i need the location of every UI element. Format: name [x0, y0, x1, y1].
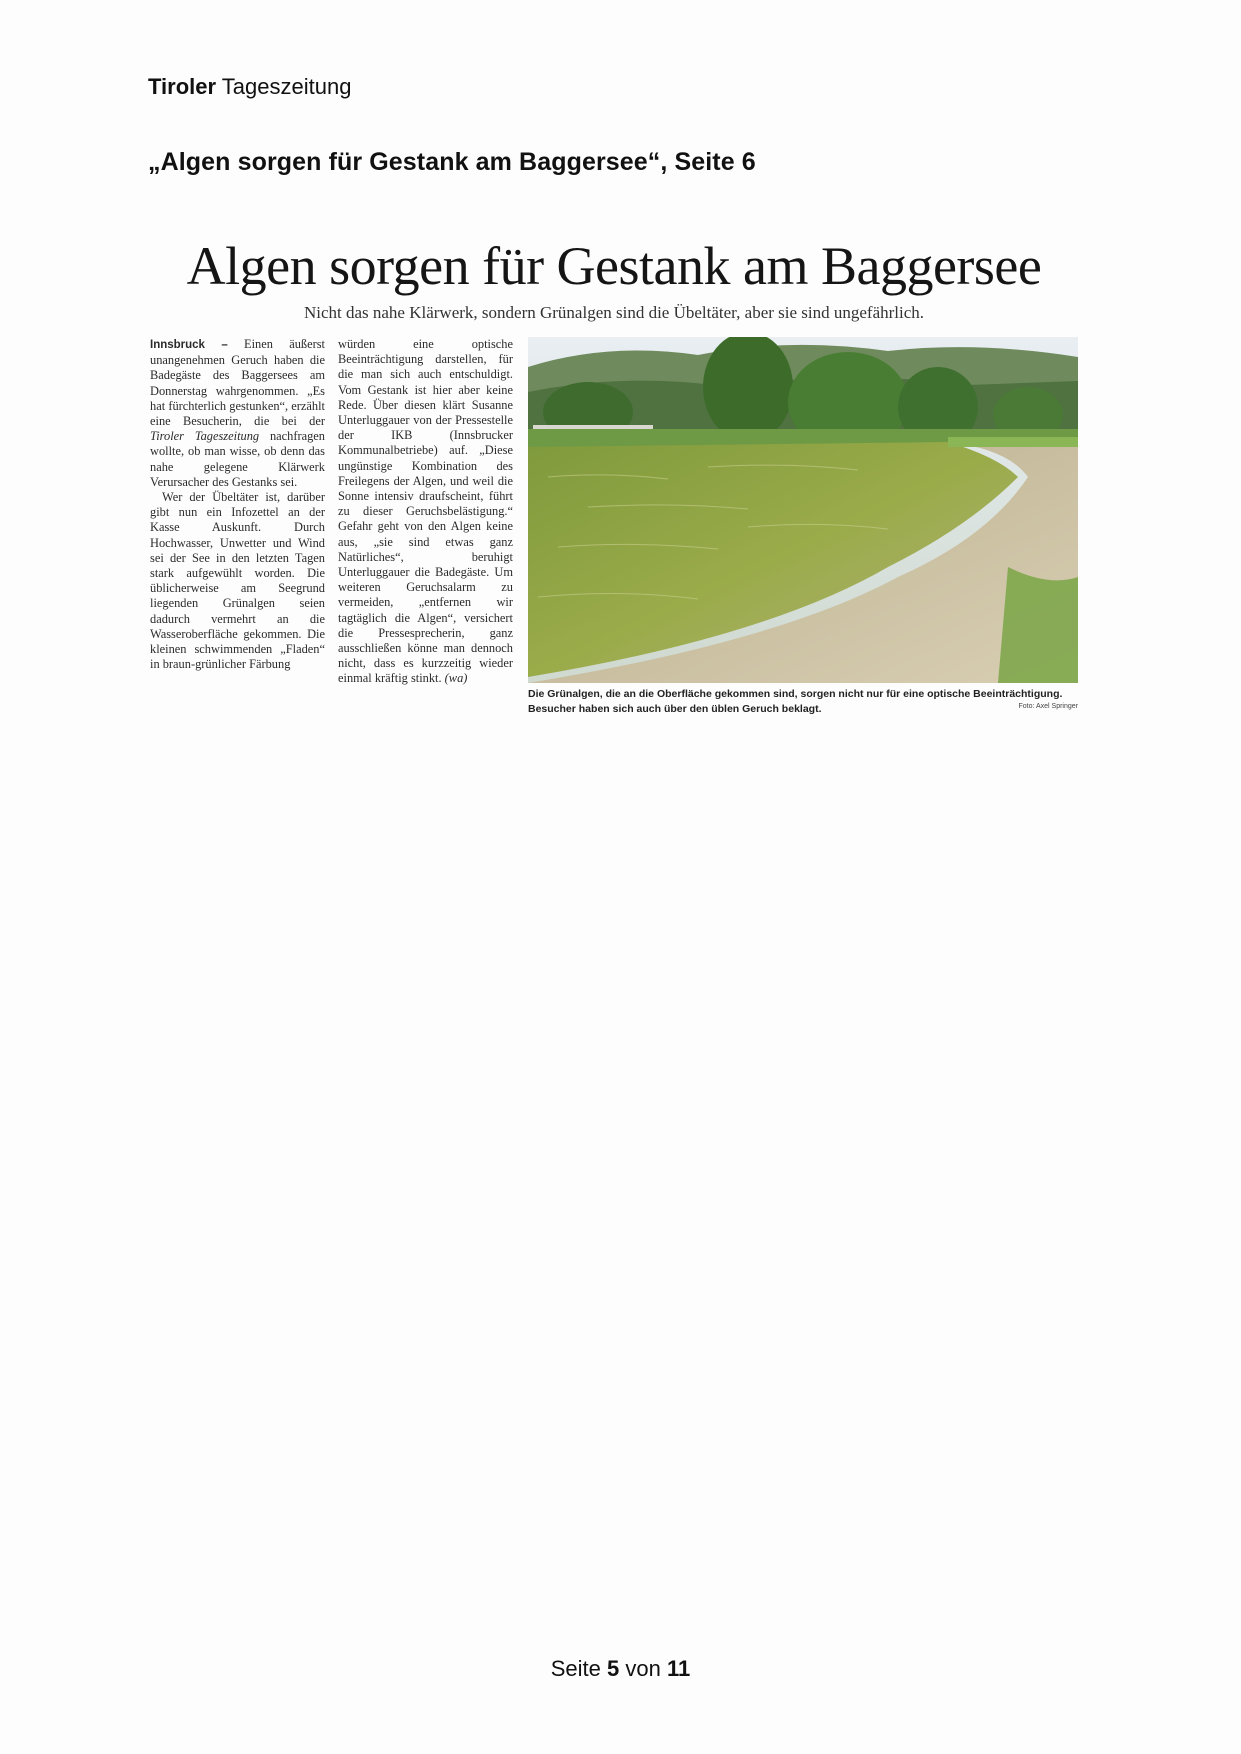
article-paragraph [150, 337, 325, 490]
page-number-prefix: Seite [550, 1656, 601, 1681]
publication-header [148, 74, 351, 100]
photo-credit: Foto: Axel Springer [1018, 703, 1078, 710]
article-column-1 [150, 337, 325, 672]
article-subheadline: Nicht das nahe Klärwerk, sondern Grünalgen sind die Übeltäter, aber sie sind ungefährlich. [303, 303, 925, 322]
article-column-2 [338, 337, 513, 687]
photo-caption: Die Grünalgen, die an die Oberfläche gekommen sind, sorgen nicht nur für eine optische Beeinträchtigung. Besucher haben sich auch über den üblen Geruch beklagt. [528, 688, 1063, 715]
page-number-current: 5 [607, 1656, 620, 1681]
article-text: Einen äußerst unangenehmen Geruch haben die Badegäste des Baggersees am Donnerstag wahrgenommen. „Es hat fürchterlich gestunken“, erzählt eine Besucherin, die bei der [150, 337, 325, 429]
article-photo [528, 337, 1078, 683]
page-number-total: 11 [667, 1656, 691, 1681]
article-text: nachfragen wollte, ob man wisse, ob denn das nahe gelegene Klärwerk Verursacher des Gestanks sei. [150, 429, 325, 489]
lake-photo-illustration [528, 337, 1078, 683]
publication-name-bold: Tiroler [148, 74, 217, 99]
publication-name-rest: Tageszeitung [221, 74, 352, 99]
article-headline: Algen sorgen für Gestank am Baggersee [186, 236, 1042, 296]
article-text-italic: Tiroler Tageszeitung [150, 429, 260, 444]
document-title: „Algen sorgen für Gestank am Baggersee“, Seite 6 [148, 148, 756, 176]
article-dateline: Innsbruck – [150, 339, 228, 351]
author-signature: (wa) [441, 671, 468, 686]
article-text: würden eine optische Beeinträchtigung darstellen, für die man sich auch entschuldigt. Vom Gestank ist hier aber keine Rede. Über diesen klärt Susanne Unterluggauer von der Pressestelle der IKB (Innsbrucker Kommunalbetriebe) auf. „Diese ungünstige Kombination des Freilegens der Algen, und weil die Sonne intensiv draufscheint, führt zu dieser Geruchsbelästigung.“ Gefahr geht von den Algen keine aus, „sie sind etwas ganz Natürliches“, beruhigt Unterluggauer die Badegäste. Um weiteren Geruchsalarm zu vermeiden, „entfernen wir tagtäglich die Algen“, versichert die Pressesprecherin, ganz ausschließen könne man dennoch nicht, dass es kurzzeitig wieder einmal kräftig stinkt. [338, 337, 513, 686]
page-number-middle: von [625, 1656, 661, 1681]
page-number [0, 1656, 1241, 1682]
newspaper-clipping [150, 235, 1078, 725]
article-paragraph: Wer der Übeltäter ist, darüber gibt nun ein Infozettel an der Kasse Auskunft. Durch Hochwasser, Unwetter und Wind sei der See in den letzten Tagen stark aufgewühlt worden. Die üblicherweise am Seegrund liegenden Grünalgen seien dadurch vermehrt an die Wasseroberfläche gekommen. Die kleinen schwimmenden „Fladen“ in braun-grünlicher Färbung [150, 490, 325, 672]
article-paragraph [338, 337, 513, 687]
